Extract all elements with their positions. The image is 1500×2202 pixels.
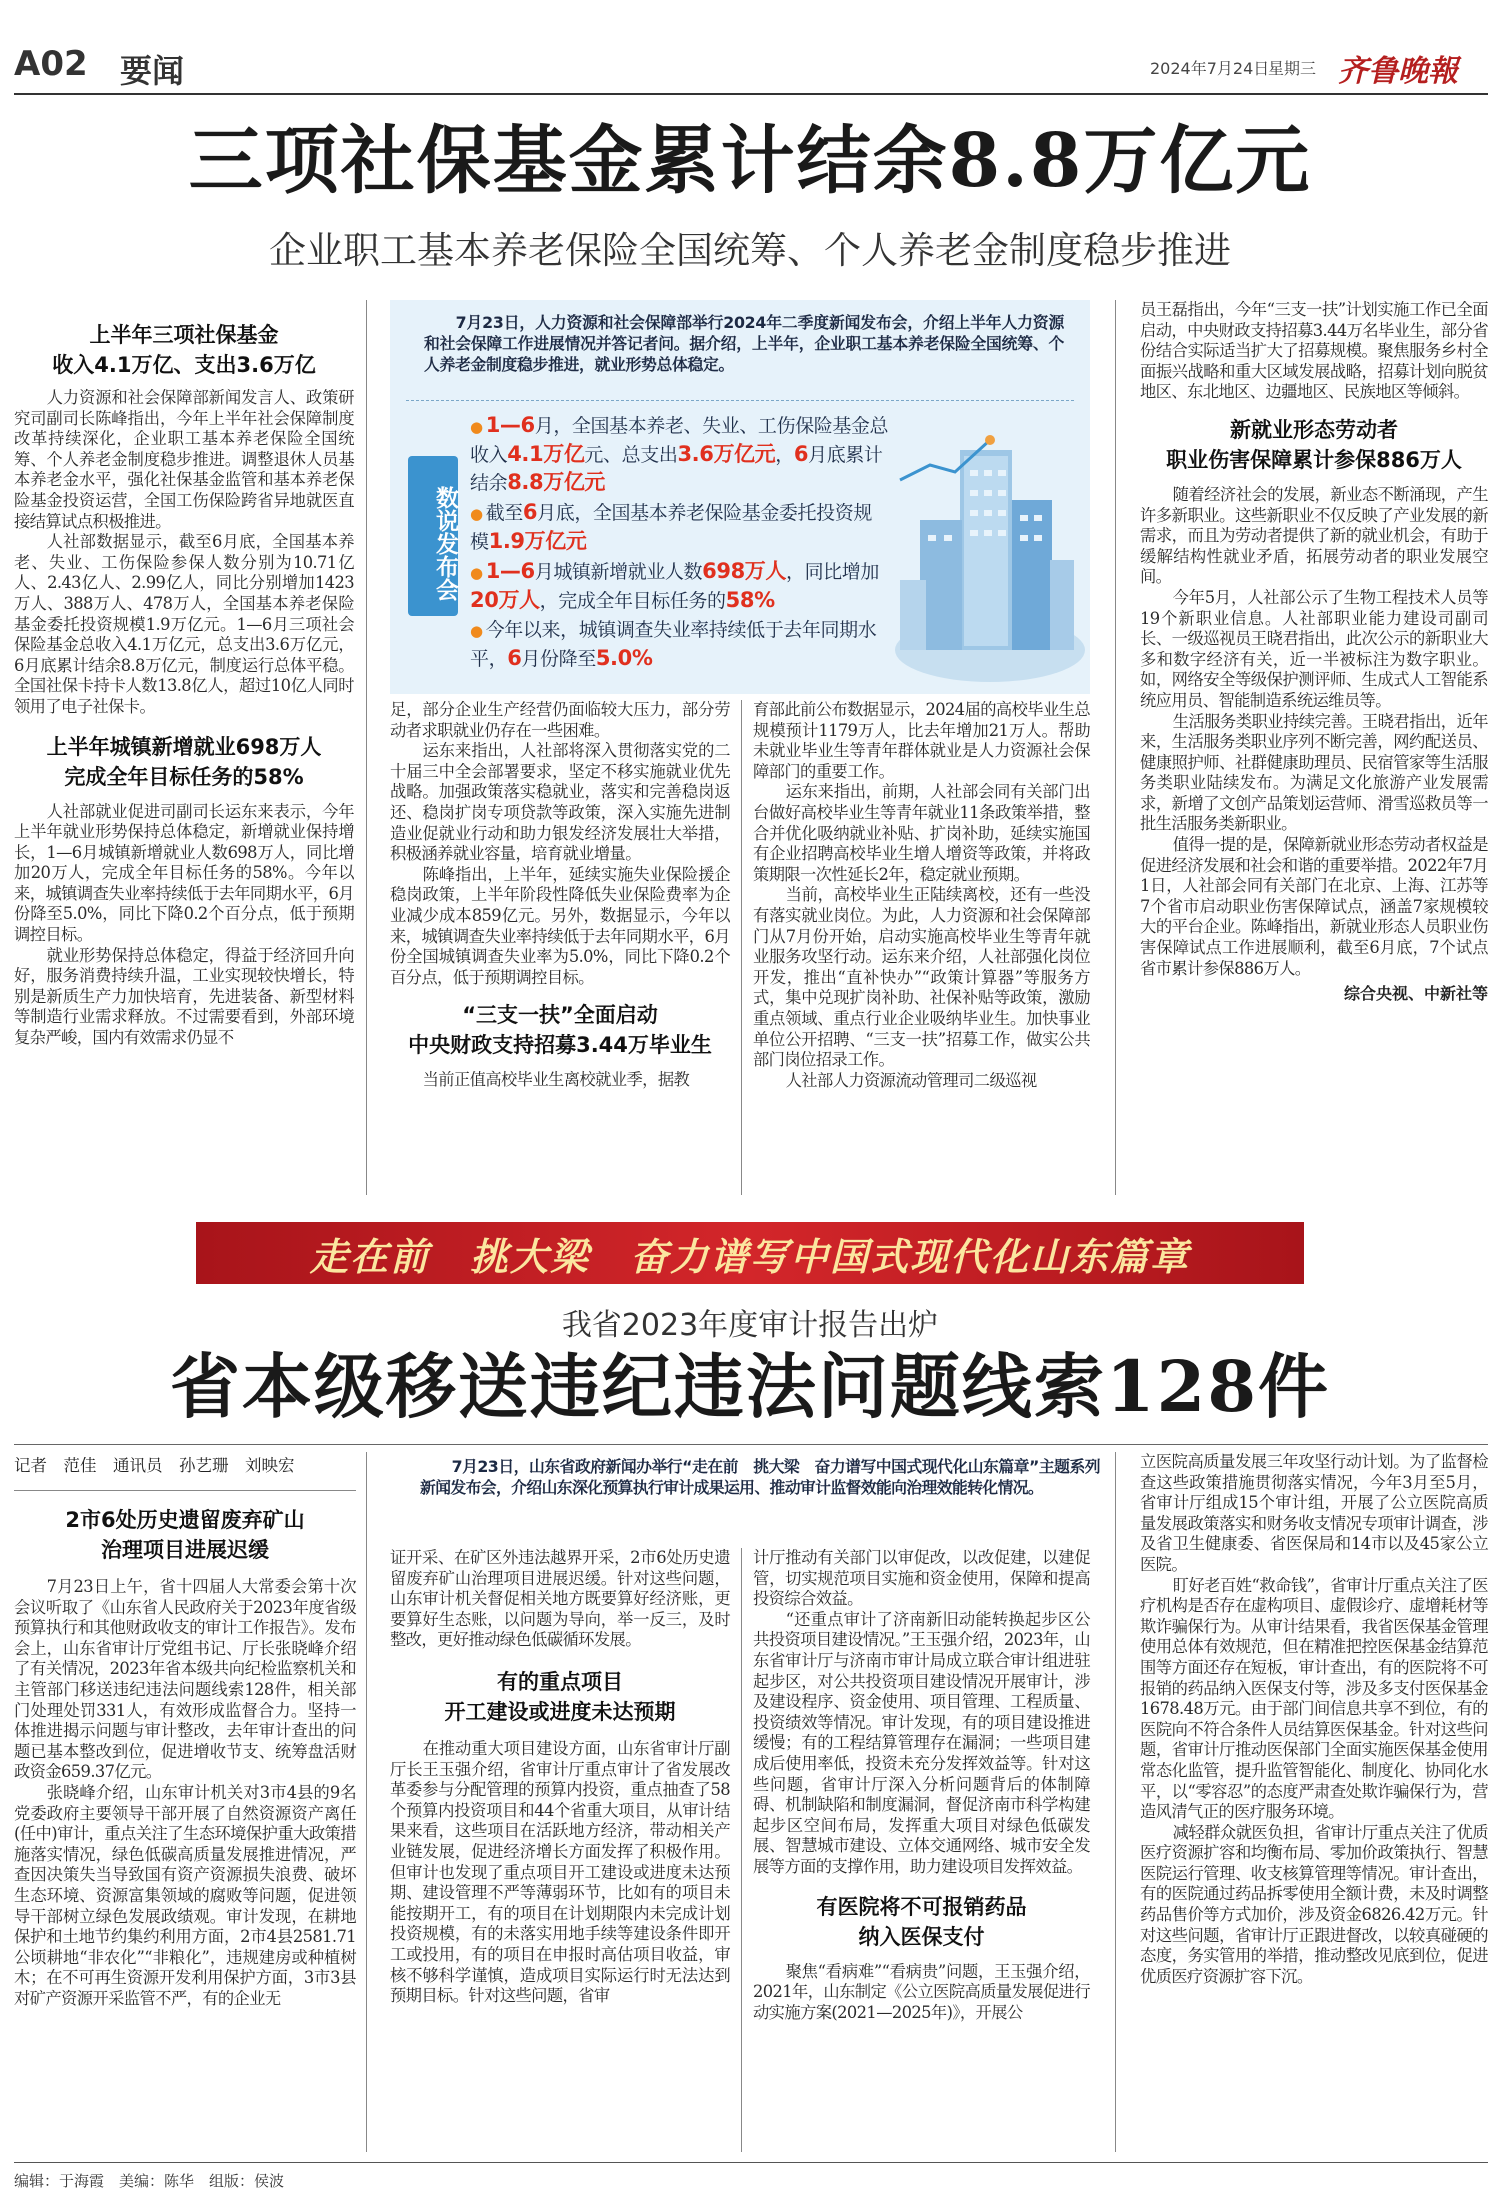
byline-rule xyxy=(14,1490,356,1491)
data-item xyxy=(470,558,890,615)
story1-column-2 xyxy=(390,700,730,1091)
data-figure: 1—6 xyxy=(485,413,535,437)
story2-col3b-text: 聚焦“看病难”“看病贵”问题，王玉强介绍，2021年，山东制定《公立医院高质量发展促进行动实施方案(2021—2025年)》，开展公 xyxy=(753,1961,1090,2022)
story2-column-2 xyxy=(390,1548,730,2007)
story2-column-4 xyxy=(1140,1452,1488,1987)
story1-col3-text: 育部此前公布数据显示，2024届的高校毕业生总规模预计1179万人，比去年增加21万人。帮助未就业毕业生等青年群体就业是人力资源社会保障部门的重要工作。 运东来指出，前期，人社部会同有关部门出台做好高校毕业生等青年就业11条政策举措，整合并优化吸纳就业补贴、扩岗补助，延续实施国有企业招聘高校毕业生增人增资等政策，并将政策期限一次性延长2年，稳定就业预期。 当前，高校毕业生正陆续离校，还有一些没有落实就业岗位。为此，人力资源和社会保障部门从7月份开始，启动实施高校毕业生等青年就业服务攻坚行动。运东来介绍，人社部强化岗位开发，推出“直补快办”“政策计算器”等服务方式，集中兑现扩岗补助、社保补贴等政策，激励重点领域、重点行业企业吸纳毕业生。加快事业单位公开招聘、“三支一扶”招募工作，做实公共部门岗位招录工作。 人社部人力资源流动管理司二级巡视 xyxy=(753,700,1090,1090)
bullet-dot-icon: ● xyxy=(470,622,483,640)
data-figure: 6 xyxy=(507,646,522,670)
data-figure: 万人 xyxy=(744,559,786,583)
column-divider xyxy=(366,300,367,1195)
data-item xyxy=(470,499,890,556)
data-figure: 698 xyxy=(702,559,745,583)
data-figure: 万人 xyxy=(498,588,540,612)
story2-kicker: 我省2023年度审计报告出炉 xyxy=(561,1308,939,1343)
story2-col2b-text: 在推动重大项目建设方面，山东省审计厅副厅长王玉强介绍，省审计厅重点审计了省发展改革委参与分配管理的预算内投资，重点抽查了58个预算内投资项目和44个省重大项目，从审计结果来看，这些项目在活跃地方经济，带动相关产业链发展，促进经济增长方面发挥了积极作用。但审计也发现了重点项目开工建设或进度未达预期、建设管理不严等薄弱环节，比如有的项目未能按期开工，有的项目在计划期限内未完成计划投资规模，有的未落实用地手续等建设条件即开工或投用，有的项目在申报时高估项目收益，审核不够科学谨慎，造成项目实际运行时无法达到预期目标。针对这些问题，省审 xyxy=(390,1738,730,2006)
story2-rule xyxy=(14,1444,1488,1445)
story2-byline: 记者 范佳 通讯员 孙艺珊 刘映宏 xyxy=(14,1456,295,1475)
data-figure: 58% xyxy=(725,588,775,612)
story1-column-1 xyxy=(14,320,354,1116)
story1-source: 综合央视、中新社等 xyxy=(1343,984,1488,1004)
bullet-dot-icon: ● xyxy=(470,418,483,436)
data-text: ，同比增加 xyxy=(785,561,879,583)
story1-subhead-4: 新就业形态劳动者 职业伤害保障累计参保886万人 xyxy=(1166,417,1462,472)
data-figure: 1—6 xyxy=(485,559,535,583)
story1-col4b-text: 随着经济社会的发展，新业态不断涌现，产生许多新职业。这些新职业不仅反映了产业发展的新需求，而且为劳动者提供了新的就业机会，有助于缓解结构性就业矛盾，拓展劳动者的职业发展空间。 今年5月，人社部公示了生物工程技术人员等19个新职业信息。人社部职业能力建设司副司长、一级巡视员王晓君指出，此次公示的新职业大多和数字经济有关，近一半被标注为数字职业。如，网络安全等级保护测评师、生成式人工智能系统应用员、智能制造系统运维员等。 生活服务类职业持续完善。王晓君指出，近年来，生活服务类职业序列不断完善，网约配送员、健康照护师、社群健康助理员、民宿管家等生活服务类职业陆续发布。为满足文化旅游产业发展需求，新增了文创产品策划运营师、滑雪巡救员等一批生活服务类新职业。 值得一提的是，保障新就业形态劳动者权益是促进经济发展和社会和谐的重要举措。2022年7月1日，人社部会同有关部门在北京、上海、江苏等7个省市启动职业伤害保障试点，涵盖7家规模较大的平台企业。陈峰指出，新就业形态人员职业伤害保障试点工作进展顺利，截至6月底，7个试点省市累计参保886万人。 xyxy=(1140,484,1488,978)
data-item xyxy=(470,617,890,673)
data-figure: 20 xyxy=(470,588,499,612)
bullet-dot-icon: ● xyxy=(470,564,483,582)
data-text: 月底累计结余 xyxy=(470,444,883,494)
data-box xyxy=(390,300,1090,694)
data-text: 元、总支出 xyxy=(584,444,678,466)
story2-col3a-text: 计厅推动有关部门以审促改，以改促建，以建促管，切实规范项目实施和资金使用，保障和提高投资综合效益。 “还重点审计了济南新旧动能转换起步区公共投资项目建设情况。”王玉强介绍，2023年，山东省审计厅与济南市审计局成立联合审计组进驻起步区，对公共投资项目建设情况开展审计，涉及建设程序、资金使用、项目管理、工程质量、投资绩效等情况。审计发现，有的项目建设推进缓慢；有的工程结算管理存在漏洞；一些项目建成后使用率低，投资未充分发挥效益等。针对这些问题，省审计厅深入分析问题背后的体制障碍、机制缺陷和制度漏洞，督促济南市科学构建起步区空间布局，发挥重大项目对绿色低碳发展、智慧城市建设、立体交通网络、城市安全发展等方面的支撑作用，助力建设项目发挥效益。 xyxy=(753,1548,1090,1876)
story2-col1-text: 7月23日上午，省十四届人大常委会第十次会议听取了《山东省人民政府关于2023年度省级预算执行和其他财政收支的审计工作报告》。发布会上，山东省审计厅党组书记、厅长张晓峰介绍了有关情况，2023年省本级共向纪检监察机关和主管部门移送违纪违法问题线索128件，相关部门处理处罚331人，有效形成监督合力。坚持一体推进揭示问题与审计整改，去年审计查出的问题已基本整改到位，促进增收节支、统筹盘活财政资金659.37亿元。 张晓峰介绍，山东审计机关对3市4县的9名党委政府主要领导干部开展了自然资源资产离任(任中)审计，重点关注了生态环境保护重大政策措施落实情况，绿色低碳高质量发展推进情况，严查因决策失当导致国有资产资源损失浪费、破坏生态环境、资源富集领域的腐败等问题，促进领导干部树立绿色发展政绩观。审计发现，在耕地保护和土地节约集约利用方面，2市4县2581.71公顷耕地“非农化”“非粮化”，违规建房或种植树木；在不可再生资源开发利用保护方面，3市3县对矿产资源开采监管不严，有的企业无 xyxy=(14,1577,356,2008)
data-figure: 5.0% xyxy=(595,646,653,670)
bullet-dot-icon: ● xyxy=(470,505,483,523)
column-divider xyxy=(741,1548,742,2152)
story2-intro: 7月23日，山东省政府新闻办举行“走在前 挑大梁 奋力谱写中国式现代化山东篇章”主题系列新闻发布会，介绍山东深化预算执行审计成果运用、推动审计监督效能向治理效能转化情况。 xyxy=(420,1457,1100,1497)
data-box-list xyxy=(470,412,890,675)
city-illustration xyxy=(880,410,1090,690)
data-figure: 4.1 xyxy=(507,442,544,466)
data-item xyxy=(470,412,890,497)
data-box-label: 数说发布会 xyxy=(408,456,458,616)
column-divider xyxy=(1115,300,1116,1195)
story2-subhead-2: 有的重点项目 开工建设或进度未达预期 xyxy=(444,1669,676,1724)
column-divider xyxy=(741,700,742,1195)
campaign-banner xyxy=(196,1222,1304,1284)
footer-rule xyxy=(14,2162,1488,2163)
data-text: 月城镇新增就业人数 xyxy=(534,561,703,583)
story2-subhead-3: 有医院将不可报销药品 纳入医保支付 xyxy=(816,1894,1027,1949)
page-credits: 编辑：于海霞 美编：陈华 组版：侯波 xyxy=(14,2172,285,2190)
data-figure: 万亿元 xyxy=(713,442,776,466)
section-name: 要闻 xyxy=(120,52,185,90)
data-figure: 3.6 xyxy=(677,442,714,466)
issue-date: 2024年7月24日 xyxy=(1150,59,1270,78)
story1-col1a-text: 人力资源和社会保障部新闻发言人、政策研究司副司长陈峰指出，今年上半年社会保障制度改革持续深化，企业职工基本养老保险全国统筹、个人养老金制度稳步推进。调整退休人员基本养老金水平，强化社保基金监管和基本养老保险基金投资运营，全国工伤保险跨省异地就医直接结算试点积极推进。 人社部数据显示，截至6月底，全国基本养老、失业、工伤保险参保人数分别为10.71亿人、2.43亿人、2.99亿人，同比分别增加1423万人、388万人、478万人，全国基本养老保险基金委托投资规模1.9万亿元。1—6月三项社会保险基金总收入4.1万亿元，总支出3.6万亿元，6月底累计结余8.8万亿元，制度运行总体平稳。全国社保卡持卡人数13.8亿人，超过10亿人同时领用了电子社保卡。 xyxy=(14,388,354,716)
story1-deck: 企业职工基本养老保险全国统筹、个人养老金制度稳步推进 xyxy=(269,229,1231,272)
story1-subhead-3: “三支一扶”全面启动 中央财政支持招募3.44万毕业生 xyxy=(408,1003,712,1058)
page-number: A02 xyxy=(14,44,88,84)
newspaper-logo: 齐鲁晚報 xyxy=(1338,54,1458,89)
story1-col4a-text: 员王磊指出，今年“三支一扶”计划实施工作已全面启动，中央财政支持招募3.44万名毕业生，部分省份结合实际适当扩大了招募规模。聚焦服务乡村全面振兴战略和重大区域发展战略，招募计划向脱贫地区、东北地区、边疆地区、民族地区等倾斜。 xyxy=(1140,300,1488,402)
data-text: 今年以来，城镇调查失业率持续低于去年同期水平， xyxy=(470,619,877,670)
data-figure: 万亿元 xyxy=(524,529,587,553)
story1-col1b-text: 人社部就业促进司副司长运东来表示，今年上半年就业形势保持总体稳定，新增就业保持增长，1—6月城镇新增就业人数698万人，同比增加20万人，完成全年目标任务的58%。今年以来，城镇调查失业率持续低于去年同期水平，6月份降至5.0%，同比下降0.2个百分点，低于预期调控目标。 就业形势保持总体稳定，得益于经济回升向好，服务消费持续升温，工业实现较快增长，特别是新质生产力加快培育，先进装备、新型材料等制造行业需求释放。不过需要看到，外部环境复杂严峻，国内有效需求仍显不 xyxy=(14,801,354,1048)
column-divider xyxy=(1115,1452,1116,2152)
data-box-intro: 7月23日，人力资源和社会保障部举行2024年二季度新闻发布会，介绍上半年人力资源和社会保障工作进展情况并答记者问。据介绍，上半年，企业职工基本养老保险全国统筹、个人养老金制度稳步推进，就业形势总体稳定。 xyxy=(424,313,1064,374)
data-box-divider xyxy=(406,400,1074,401)
data-figure: 万亿 xyxy=(543,442,585,466)
data-text: 截至 xyxy=(485,502,523,524)
story1-col2b-text: 当前正值高校毕业生离校就业季，据教 xyxy=(422,1070,690,1090)
data-figure: 1.9 xyxy=(488,529,525,553)
data-text: ， xyxy=(775,444,794,466)
story1-column-3 xyxy=(753,700,1090,1091)
data-text: 月，全国基本养老、失业、工伤保险基金总收入 xyxy=(470,415,889,466)
header-rule xyxy=(14,93,1488,95)
issue-weekday: 星期三 xyxy=(1268,59,1317,78)
story2-col4-text: 立医院高质量发展三年攻坚行动计划。为了监督检查这些政策措施贯彻落实情况，今年3月至5月，省审计厅组成15个审计组，开展了公立医院高质量发展政策落实和财务收支情况专项审计调查，涉及省卫生健康委、省医保局和14市以及45家公立医院。 盯好老百姓“救命钱”，省审计厅重点关注了医疗机构是否存在虚构项目、虚假诊疗、虚增耗材等欺诈骗保行为。从审计结果看，我省医保基金管理使用总体有效规范，但在精准把控医保基金结算范围等方面还存在短板，审计查出，有的医院将不可报销的药品纳入医保支付等，涉及多支付医保基金1678.48万元。由于部门间信息共享不到位，有的医院向不符合条件人员结算医保基金。针对这些问题，省审计厅推动医保部门全面实施医保基金使用常态化监管，提升监管智能化、制度化、协同化水平，以“零容忍”的态度严肃查处欺诈骗保行为，营造风清气正的医疗服务环境。 减轻群众就医负担，省审计厅重点关注了优质医疗资源扩容和均衡布局、零加价政策执行、智慧医院运行管理、收支核算管理等情况。审计查出，有的医院通过药品拆零使用全额计费，未及时调整药品售价等方式加价，涉及资金6826.42万元。针对这些问题，省审计厅正跟进督改，以较真碰硬的态度，务实管用的举措，推动整改见底到位，促进优质医疗资源扩容下沉。 xyxy=(1140,1452,1488,1986)
story1-subhead-1: 上半年三项社保基金 收入4.1万亿、支出3.6万亿 xyxy=(52,323,316,377)
story1-column-4 xyxy=(1140,300,1488,1004)
story1-col2-text: 足，部分企业生产经营仍面临较大压力，部分劳动者求职就业仍存在一些困难。 运东来指出，人社部将深入贯彻落实党的二十届三中全会部署要求，坚定不移实施就业优先战略。加强政策落实稳就业，落实和完善稳岗返还、稳岗扩岗专项贷款等政策，深入实施先进制造业促就业行动和助力银发经济发展壮大举措，积极涵养就业容量，培育就业增量。 陈峰指出，上半年，延续实施失业保险援企稳岗政策，上半年阶段性降低失业保险费率为企业减少成本859亿元。另外，数据显示，今年以来，城镇调查失业率持续低于去年同期水平，6月份全国城镇调查失业率为5.0%，同比下降0.2个百分点，低于预期调控目标。 xyxy=(390,700,730,987)
story2-col2a-text: 证开采、在矿区外违法越界开采，2市6处历史遗留废弃矿山治理项目进展迟缓。针对这些问题，山东审计机关督促相关地方既要算好经济账，更要算好生态账，以问题为导向，举一反三，及时整改，更好推动绿色低碳循环发展。 xyxy=(390,1548,730,1650)
data-figure: 万亿元 xyxy=(543,470,606,494)
campaign-banner-text: 走在前 挑大梁 奋力谱写中国式现代化山东篇章 xyxy=(309,1234,1190,1279)
story1-headline: 三项社保基金累计结余8.8万亿元 xyxy=(188,118,1312,204)
column-divider xyxy=(366,1452,367,2152)
data-figure: 8.8 xyxy=(507,470,544,494)
story2-column-1 xyxy=(14,1452,356,2009)
data-text: ，完成全年目标任务的 xyxy=(539,590,726,612)
page-header xyxy=(0,0,1500,96)
story2-headline: 省本级移送违纪违法问题线索128件 xyxy=(169,1345,1331,1428)
data-text: 月份降至 xyxy=(521,648,596,670)
data-figure: 6 xyxy=(522,500,538,524)
story1-subhead-2: 上半年城镇新增就业698万人 完成全年目标任务的58% xyxy=(46,734,322,789)
data-text: 月底，全国基本养老保险基金委托投资规模 xyxy=(470,502,872,553)
story2-subhead-1: 2市6处历史遗留废弃矿山 治理项目进展迟缓 xyxy=(65,1508,305,1562)
data-figure: 6 xyxy=(793,442,809,466)
story2-column-3 xyxy=(753,1548,1090,2023)
